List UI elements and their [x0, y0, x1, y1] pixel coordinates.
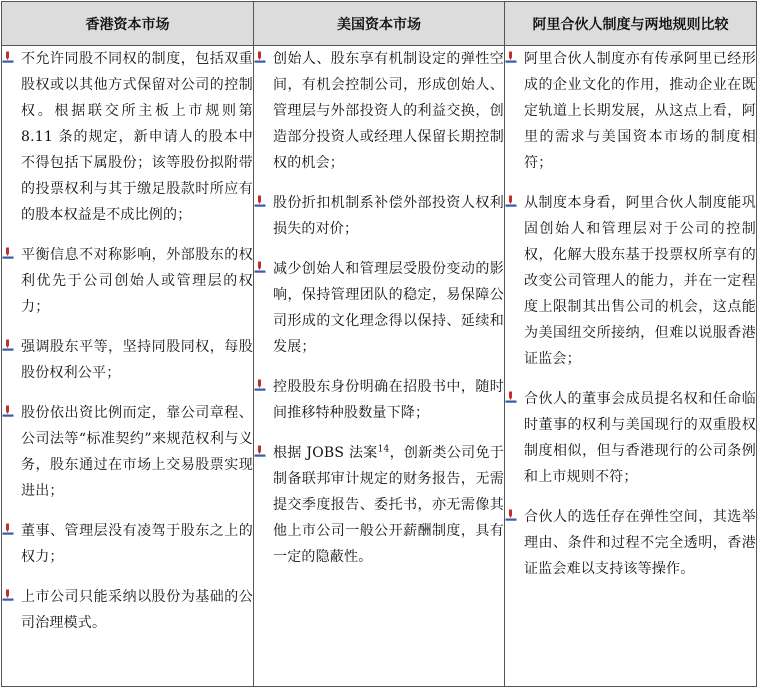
header-alibaba-comparison: 阿里合伙人制度与两地规则比较: [505, 2, 757, 46]
pen-bullet-icon: [2, 523, 21, 543]
column-us: [254, 46, 505, 687]
list-item: 合伙人的董事会成员提名权和任命临时董事的权利与美国现行的双重股权制度相似，但与香港现行的公司条例和上市规则不符；: [505, 386, 756, 490]
list-item: 上市公司只能采纳以股份为基础的公司治理模式。: [2, 584, 253, 636]
list-item: 阿里合伙人制度亦有传承阿里已经形成的企业文化的作用，推动企业在既定轨道上长期发展，从这点上看，阿里的需求与美国资本市场的制度相符；: [505, 46, 756, 176]
list-item: 减少创始人和管理层受股份变动的影响，保持管理团队的稳定，易保障公司形成的文化理念得以保持、延续和发展；: [254, 256, 504, 360]
list-item: 控股股东身份明确在招股书中，随时间推移特种股数量下降；: [254, 374, 504, 426]
list-item: 董事、管理层没有凌驾于股东之上的权力；: [2, 518, 253, 570]
pen-bullet-icon: [254, 51, 273, 71]
list-item: [254, 440, 504, 570]
list-item: 平衡信息不对称影响，外部股东的权利优先于公司创始人或管理层的权力；: [2, 242, 253, 320]
column-hongkong: [2, 46, 254, 687]
pen-bullet-icon: [505, 195, 524, 215]
header-hongkong-market: 香港资本市场: [2, 2, 254, 46]
pen-bullet-icon: [2, 589, 21, 609]
list-item: 股份依出资比例而定，靠公司章程、公司法等“标准契约”来规范权利与义务，股东通过在市场上交易股票实现进出；: [2, 400, 253, 504]
header-row: [2, 2, 757, 46]
column-alibaba: [505, 46, 757, 687]
footnote-ref: 14: [377, 444, 390, 455]
list-item: 创始人、股东享有机制设定的弹性空间，有机会控制公司，形成创始人、管理层与外部投资人的利益交换，创造部分投资人或经理人保留长期控制权的机会；: [254, 46, 504, 176]
pen-bullet-icon: [2, 339, 21, 359]
list-item: 从制度本身看，阿里合伙人制度能巩固创始人和管理层对于公司的控制权，化解大股东基于投票权所享有的改变公司管理人的能力，并在一定程度上限制其出售公司的机会，这点能为美国纽交所接纳，但难以说服香港证监会；: [505, 190, 756, 372]
list-item: 合伙人的选任存在弹性空间，其选举理由、条件和过程不完全透明，香港证监会难以支持该等操作。: [505, 504, 756, 582]
pen-bullet-icon: [2, 405, 21, 425]
list-item: 强调股东平等，坚持同股同权，每股股份权利公平；: [2, 334, 253, 386]
pen-bullet-icon: [2, 51, 21, 71]
pen-bullet-icon: [2, 247, 21, 267]
comparison-table: [1, 1, 757, 687]
pen-bullet-icon: [254, 261, 273, 281]
header-us-market: 美国资本市场: [254, 2, 505, 46]
list-item: 股份折扣机制系补偿外部投资人权利损失的对价；: [254, 190, 504, 242]
pen-bullet-icon: [505, 391, 524, 411]
pen-bullet-icon: [505, 509, 524, 529]
content-row: [2, 46, 757, 687]
pen-bullet-icon: [254, 445, 273, 465]
pen-bullet-icon: [254, 379, 273, 399]
pen-bullet-icon: [254, 195, 273, 215]
jobs-act-text: 根据 JOBS 法案$^{14}$，创新类公司免于制备联邦审计规定的财务报告，无需提交季度报告、委托书，亦无需像其他上市公司一般公开薪酬制度，具有一定的隐蔽性。: [273, 444, 504, 565]
pen-bullet-icon: [505, 51, 524, 71]
list-item: 不允许同股不同权的制度，包括双重股权或以其他方式保留对公司的控制权。根据联交所主板上市规则第 8.11 条的规定，新申请人的股本中不得包括下属股份；该等股份拟附带的投票权利与其于缴足股款时所应有的股本权益是不成比例的；: [2, 46, 253, 228]
